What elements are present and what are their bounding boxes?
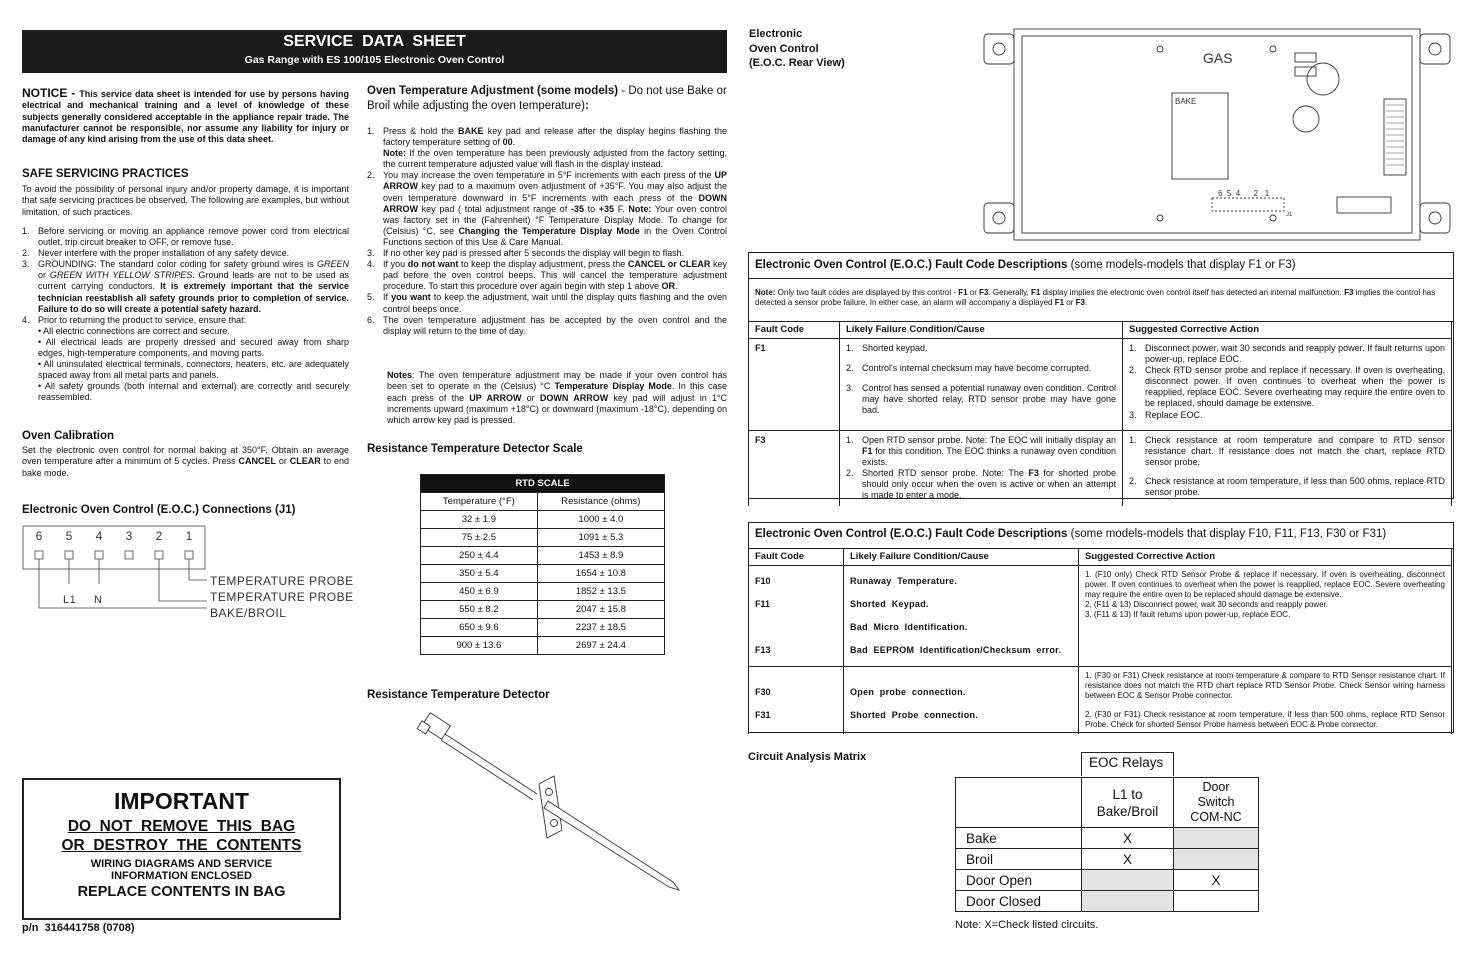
fault-table-2 [748, 522, 1454, 733]
col-action: Suggested Corrective Action [1123, 322, 1452, 339]
matrix-relays-header: EOC Relays [1081, 752, 1174, 776]
important-line-5: REPLACE CONTENTS IN BAG [77, 884, 286, 900]
gas-label: GAS [1203, 50, 1233, 66]
table-row: 900 ± 13.6 2697 ± 24.4 [421, 637, 665, 655]
table-row: Bake X [956, 828, 1259, 849]
fault-table-1-title: Electronic Oven Control (E.O.C.) Fault Code Descriptions (some models-models that display F1 or F3) [749, 253, 1453, 279]
matrix-note: Note: X=Check listed circuits. [955, 919, 1099, 931]
col-fault-code: Fault Code [749, 549, 844, 566]
table-row: Door Closed [956, 891, 1259, 912]
wire-label-n: N [94, 594, 103, 606]
matrix-title: Circuit Analysis Matrix [748, 751, 867, 763]
pin-1: 1 [185, 529, 193, 543]
col-fault-code: Fault Code [749, 322, 840, 339]
circuit-matrix [955, 777, 1259, 912]
important-box [22, 778, 341, 920]
table-row: F10 F11 F13 Runaway Temperature. Shorted Keypad. Bad Micro Identification. Bad EEPROM Identification/Checksum error. 1. (F10 only) Check RTD Sensor Probe & replace if necessary. If oven is overheating, disconnect power. If oven continues to overheat when the power is reapplied, replace EOC. Severe overheating may require the entire oven to be replaced should damage be extensive. 2. (F11 & 13) Disconnect power, wait 30 seconds and reapply power. 3. (F11 & 13) If fault returns upon power-up, replace EOC. [749, 566, 1452, 667]
list-item: 4. Prior to returning the product to service, ensure that: • All electric connections are correct and secure. • All electrical leads are properly dressed and secured away from sharp edges, high-temperature components, and moving parts. • All uninsulated electrical terminals, connectors, heaters, etc. are adequately spaced away from all metal parts and panels. • All safety grounds (both internal and external) are correctly and securely reassembled. [22, 314, 349, 403]
j1-pin-numbers: 6 5 4 2 1 [1218, 189, 1270, 198]
list-item: 3. GROUNDING: The standard color coding for safety ground wires is GREEN or GREEN WITH YELLOW STRIPES. Ground leads are not to be used as current carrying conductors. It is extremely important that the service technician reestablish all safety grounds prior to completion of service. Failure to do so will create a potential safety hazard. [22, 259, 350, 314]
table-row: 32 ± 1.9 1000 ± 4.0 [421, 511, 665, 529]
matrix-col-door: Door Switch COM-NC [1174, 778, 1259, 828]
table-row: 450 ± 6.9 1852 ± 13.5 [421, 583, 665, 601]
adjust-notes: Notes: The oven temperature adjustment may be made if your oven control has been set to operate in the (Celsius) °C Temperature Display Mode. In this case each press of the UP ARROW or DOWN ARROW key pad will adjust in 1°C increments upward (maximum +18°C) or downward (maximum -18°C), depending on which arrow key pad is pressed. [387, 370, 727, 426]
sheet-subtitle: Gas Range with ES 100/105 Electronic Oven Control [244, 54, 505, 66]
important-line-3: WIRING DIAGRAMS AND SERVICE [90, 858, 273, 870]
bake-label: BAKE [1175, 97, 1197, 106]
table-row: F30 F31 Open probe connection. Shorted Probe connection. 1. (F30 or F31) Check resistance at room temperature & compare to RTD Sensor resistance chart. If resistance does not match the RTD chart replace RTD Sensor Probe. Check Sensor wiring harness between EOC & Sensor Probe connector. 2. (F30 or F31) Check resistance at room temperature, if less than 500 ohms, replace RTD Sensor Probe. Check for shorted Sensor Probe harness between EOC & Probe connector. [749, 667, 1452, 735]
col-action: Suggested Corrective Action [1079, 549, 1452, 566]
calibration-title: Oven Calibration [22, 430, 115, 442]
wire-label-probe-2: TEMPERATURE PROBE [210, 590, 354, 604]
pin-2: 2 [155, 529, 163, 543]
wire-label-probe-1: TEMPERATURE PROBE [210, 574, 354, 588]
list-item: 6. The oven temperature adjustment has be accepted by the oven control and the display will return to the time of day. [367, 314, 727, 336]
rtd-table-title: RTD SCALE [421, 475, 665, 493]
rtd-title: Resistance Temperature Detector Scale [367, 443, 583, 455]
table-row: 250 ± 4.4 1453 ± 8.9 [421, 547, 665, 565]
important-line-4: INFORMATION ENCLOSED [111, 870, 252, 882]
table-row: 650 ± 9.6 2237 ± 18.5 [421, 619, 665, 637]
adjust-list [367, 126, 727, 337]
safe-intro: To avoid the possibility of personal injury and/or property damage, it is important that safe servicing practices be observed. The following are examples, but without limitation, of such practices. [22, 184, 349, 217]
detector-title: Resistance Temperature Detector [367, 689, 550, 701]
safe-title: SAFE SERVICING PRACTICES [22, 168, 189, 180]
matrix-col-l1: L1 to Bake/Broil [1082, 778, 1174, 828]
important-line-1: DO NOT REMOVE THIS BAG [67, 818, 296, 835]
fault-table-2-title: Electronic Oven Control (E.O.C.) Fault Code Descriptions (some models-models that display F10, F11, F13, F30 or F31) [749, 523, 1453, 549]
table-row: F3 1. Open RTD sensor probe. Note: The EOC will initially display an F1 for this condition. The EOC thinks a runaway oven condition exists. 2. Shorted RTD sensor probe. Note: The F3 for shorted probe should only occur when the oven is active or when an attempt is made to enter a mode. 1. Check resistance at room temperature and compare to RTD sensor resistance chart. If resistance does not match the chart, replace RTD sensor probe. 2. Check resistance at room temperature, if less than 500 ohms, replace RTD sensor probe. [749, 431, 1452, 506]
list-item: 5. If you want to keep the adjustment, wait until the display quits flashing and the oven control beeps once. [367, 292, 727, 314]
pin-3: 3 [125, 529, 133, 543]
eoc-view-label: Electronic Oven Control (E.O.C. Rear View) [749, 28, 845, 69]
rtd-header-resistance: Resistance (ohms) [537, 493, 664, 511]
rtd-probe-illustration [415, 712, 690, 897]
pin-4: 4 [95, 529, 103, 543]
table-row: Door Open X [956, 870, 1259, 891]
table-row: 75 ± 2.5 1091 ± 5.3 [421, 529, 665, 547]
j1-label: J1 [1286, 212, 1293, 218]
table-row: 550 ± 8.2 2047 ± 15.8 [421, 601, 665, 619]
fault-table-1-note: Note: Only two fault codes are displayed by this control - F1 or F3. Generally, F1 display implies the electronic oven control itself has detected an internal malfunction. F3 implies the control has detected a sensor probe failure. In either case, an alarm will accompany a displayed F1 or F3. [749, 279, 1453, 322]
important-line-2: OR DESTROY THE CONTENTS [61, 837, 302, 854]
part-number: p/n 316441758 (0708) [22, 922, 135, 934]
list-item: 1. Before servicing or moving an appliance remove power cord from electrical outlet, trip circuit breaker to OFF, or remove fuse. [22, 226, 349, 248]
connections-title: Electronic Oven Control (E.O.C.) Connections (J1) [22, 504, 296, 516]
pin-5: 5 [65, 529, 73, 543]
table-row: F1 1. Shorted keypad. 2. Control's internal checksum may have become corrupted. 3. Control has sensed a potential runaway oven condition. Control may have shorted relay, RTD sensor probe may have gone bad. 1. Disconnect power, wait 30 seconds and reapply power. If fault returns upon power-up, replace EOC. 2. Check RTD sensor probe and replace if necessary. If oven is overheating, disconnect power. If oven continues to overheat when the power is reapplied, replace EOC. Severe overheating may require the entire oven to be replaced, should damage be extensive. 3. Replace EOC. [749, 339, 1452, 431]
list-item: 2. Never interfere with the proper installation of any safety device. [22, 248, 290, 259]
connections-diagram [22, 522, 357, 627]
sheet-title: SERVICE DATA SHEET [283, 33, 466, 50]
rtd-header-temperature: Temperature (°F) [421, 493, 538, 511]
list-item: 2. You may increase the oven temperature in 5°F increments with each press of the UP ARROW key pad to a maximum oven adjustment of +35°F. You may also adjust the oven temperature downward in 5°F increments with each press of the DOWN ARROW key pad ( total adjustment range of -35 to +35 F. Note: Your oven control was factory set in the (Fahrenheit) °F Temperature Display Mode. To change for (Celsius) °C, see Changing the Temperature Display Mode in the Oven Control Functions section of this Use & Care Manual. [367, 170, 727, 247]
list-item: 4. If you do not want to keep the display adjustment, press the CANCEL or CLEAR key pad before the oven control beeps. This will cancel the temperature adjustment procedure. To start this procedure over again begin with step 1 above OR. [367, 259, 727, 292]
important-title: IMPORTANT [113, 788, 249, 814]
pin-6: 6 [35, 529, 43, 543]
eoc-rear-view-drawing [982, 27, 1452, 243]
safe-list [22, 226, 349, 404]
wire-label-bake-broil: BAKE/BROIL [210, 606, 287, 620]
rtd-table [420, 474, 665, 655]
header-banner [22, 30, 727, 73]
list-item: 3. If no other key pad is pressed after 5 seconds the display will begin to flash. [367, 248, 685, 259]
list-item: 1. Press & hold the BAKE key pad and release after the display begins flashing the factory temperature setting of 00. Note: If the oven temperature has been previously adjusted from the factory setting, the current temperature adjusted value will flash in the display instead. [367, 126, 727, 170]
notice: NOTICE - This service data sheet is intended for use by persons having electrical and mechanical training and a level of knowledge of these subjects generally considered acceptable in the appliance repair trade. The manufacturer cannot be responsible, nor assume any liability for injury or damage of any kind arising from the use of this data sheet. [22, 86, 349, 145]
adjust-heading: Oven Temperature Adjustment (some models) - Do not use Bake or Broil while adjusting the oven temperature): [367, 85, 727, 112]
fault-table-1 [748, 252, 1454, 499]
col-cause: Likely Failure Condition/Cause [840, 322, 1123, 339]
table-row: 350 ± 5.4 1654 ± 10.8 [421, 565, 665, 583]
calibration-text: Set the electronic oven control for normal baking at 350°F. Obtain an average oven temperature after a minimum of 5 cycles. Press CANCEL or CLEAR to end bake mode. [22, 445, 349, 478]
wire-label-l1: L1 [63, 594, 77, 606]
col-cause: Likely Failure Condition/Cause [844, 549, 1079, 566]
table-row: Broil X [956, 849, 1259, 870]
